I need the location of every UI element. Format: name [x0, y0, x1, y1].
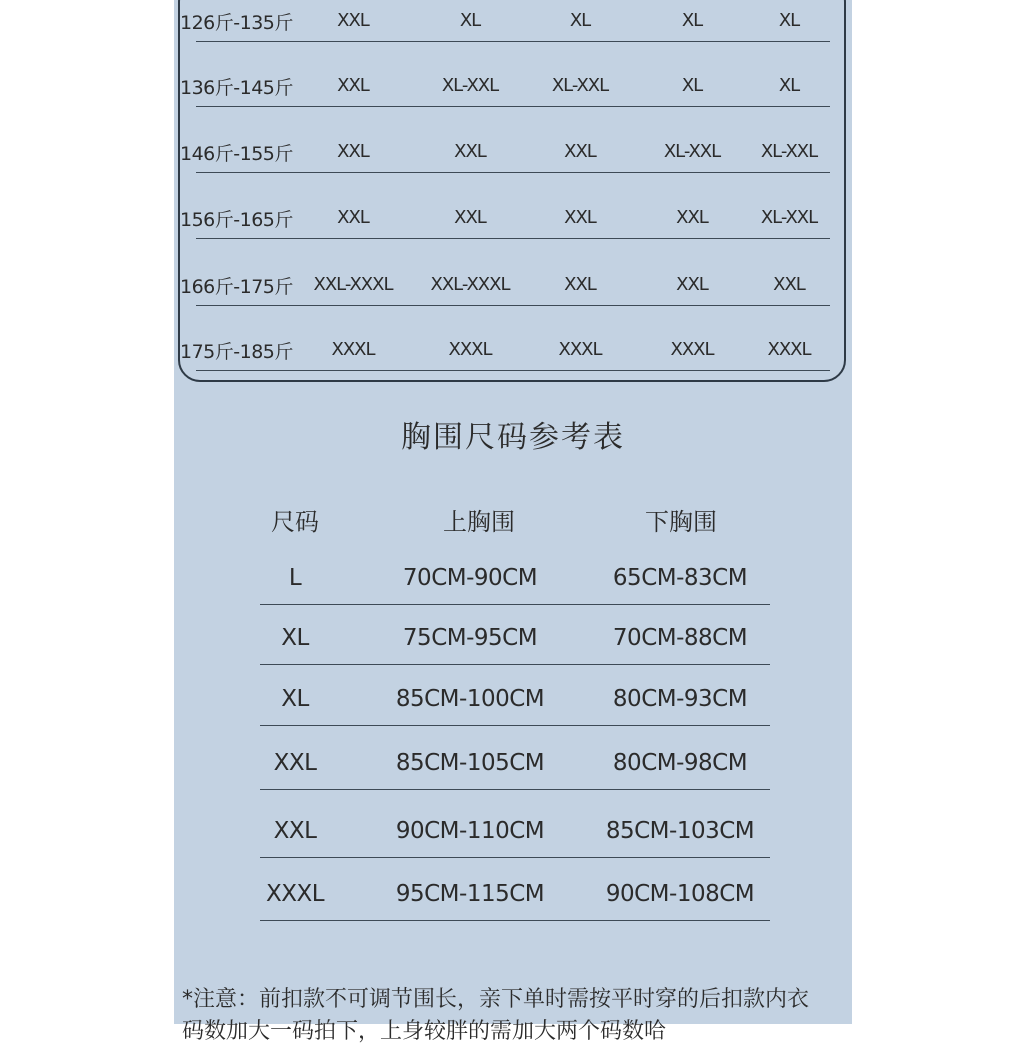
- weight-size-table: [178, 0, 846, 382]
- bust-cell: 90CM-110CM: [395, 818, 545, 844]
- weight-size-cell: XL: [778, 10, 800, 31]
- weight-range-label: 166斤-175斤: [180, 276, 293, 298]
- weight-row: [180, 331, 830, 371]
- weight-size-cell: XL: [459, 10, 481, 31]
- weight-size-cell: XXL: [454, 207, 486, 228]
- row-divider: [196, 41, 830, 42]
- weight-size-cell: XXL: [564, 207, 596, 228]
- weight-size-cell: XXL: [676, 274, 708, 295]
- row-divider: [196, 238, 830, 239]
- bust-row: [260, 557, 770, 605]
- bust-row: [260, 678, 770, 726]
- weight-size-cell: XL-XXL: [663, 141, 721, 162]
- row-divider: [260, 664, 770, 665]
- weight-row: [180, 2, 830, 42]
- bust-cell: L: [288, 565, 302, 591]
- weight-range-label: 156斤-165斤: [180, 209, 293, 231]
- bust-row: [260, 617, 770, 665]
- bust-cell: 65CM-83CM: [612, 565, 748, 591]
- bust-cell: XL: [281, 686, 309, 712]
- weight-size-cell: XXL: [337, 207, 369, 228]
- weight-row: [180, 67, 830, 107]
- weight-size-cell: XXXL: [331, 339, 375, 360]
- weight-size-cell: XXL-XXXL: [430, 274, 510, 295]
- weight-size-cell: XL-XXL: [551, 75, 609, 96]
- bust-column-header: 上胸围: [443, 508, 515, 536]
- bust-cell: 80CM-93CM: [612, 686, 748, 712]
- weight-size-cell: XL-XXL: [441, 75, 499, 96]
- bust-column-header: 尺码: [271, 508, 319, 536]
- weight-size-cell: XXL-XXXL: [313, 274, 393, 295]
- bust-cell: 75CM-95CM: [402, 625, 538, 651]
- note-line-1: *注意：前扣款不可调节围长，亲下单时需按平时穿的后扣款内衣: [182, 987, 810, 1012]
- row-divider: [196, 172, 830, 173]
- row-divider: [196, 370, 830, 371]
- bust-column-header: 下胸围: [645, 508, 717, 536]
- weight-size-cell: XXXL: [670, 339, 714, 360]
- bust-cell: XXL: [273, 750, 317, 776]
- weight-size-cell: XL: [681, 75, 703, 96]
- weight-range-label: 136斤-145斤: [180, 77, 293, 99]
- size-chart-panel: [174, 0, 852, 1044]
- weight-size-cell: XXL: [564, 141, 596, 162]
- weight-row: [180, 199, 830, 239]
- weight-range-label: 175斤-185斤: [180, 341, 293, 363]
- weight-row: [180, 133, 830, 173]
- weight-size-cell: XL: [569, 10, 591, 31]
- bust-cell: 85CM-103CM: [605, 818, 755, 844]
- weight-size-cell: XXL: [676, 207, 708, 228]
- bust-cell: 70CM-88CM: [612, 625, 748, 651]
- bust-cell: 80CM-98CM: [612, 750, 748, 776]
- weight-range-label: 146斤-155斤: [180, 143, 293, 165]
- bust-cell: XXXL: [265, 881, 325, 907]
- weight-size-cell: XXL: [337, 75, 369, 96]
- bust-cell: 85CM-100CM: [395, 686, 545, 712]
- bust-cell: 85CM-105CM: [395, 750, 545, 776]
- row-divider: [260, 920, 770, 921]
- bust-cell: 70CM-90CM: [402, 565, 538, 591]
- row-divider: [260, 857, 770, 858]
- row-divider: [260, 725, 770, 726]
- bust-row: [260, 810, 770, 858]
- bust-row: [260, 742, 770, 790]
- bust-table-title: 胸围尺码参考表: [401, 420, 625, 455]
- weight-size-cell: XXL: [454, 141, 486, 162]
- note-line-2: 码数加大一码拍下，上身较胖的需加大两个码数哈: [182, 1019, 667, 1044]
- bust-cell: 90CM-108CM: [605, 881, 755, 907]
- weight-size-cell: XXL: [337, 10, 369, 31]
- weight-size-cell: XXXL: [767, 339, 811, 360]
- weight-row: [180, 266, 830, 306]
- row-divider: [196, 305, 830, 306]
- weight-size-cell: XL: [681, 10, 703, 31]
- bust-cell: 95CM-115CM: [395, 881, 545, 907]
- row-divider: [260, 604, 770, 605]
- weight-size-cell: XXL: [564, 274, 596, 295]
- weight-size-cell: XXXL: [448, 339, 492, 360]
- bust-cell: XL: [281, 625, 309, 651]
- row-divider: [196, 106, 830, 107]
- weight-size-cell: XL: [778, 75, 800, 96]
- weight-size-cell: XL-XXL: [760, 207, 818, 228]
- bust-cell: XXL: [273, 818, 317, 844]
- note-text: [182, 984, 842, 1048]
- weight-size-cell: XXXL: [558, 339, 602, 360]
- bust-row: [260, 873, 770, 921]
- weight-size-cell: XXL: [773, 274, 805, 295]
- row-divider: [260, 789, 770, 790]
- weight-size-cell: XL-XXL: [760, 141, 818, 162]
- weight-size-cell: XXL: [337, 141, 369, 162]
- weight-range-label: 126斤-135斤: [180, 12, 293, 34]
